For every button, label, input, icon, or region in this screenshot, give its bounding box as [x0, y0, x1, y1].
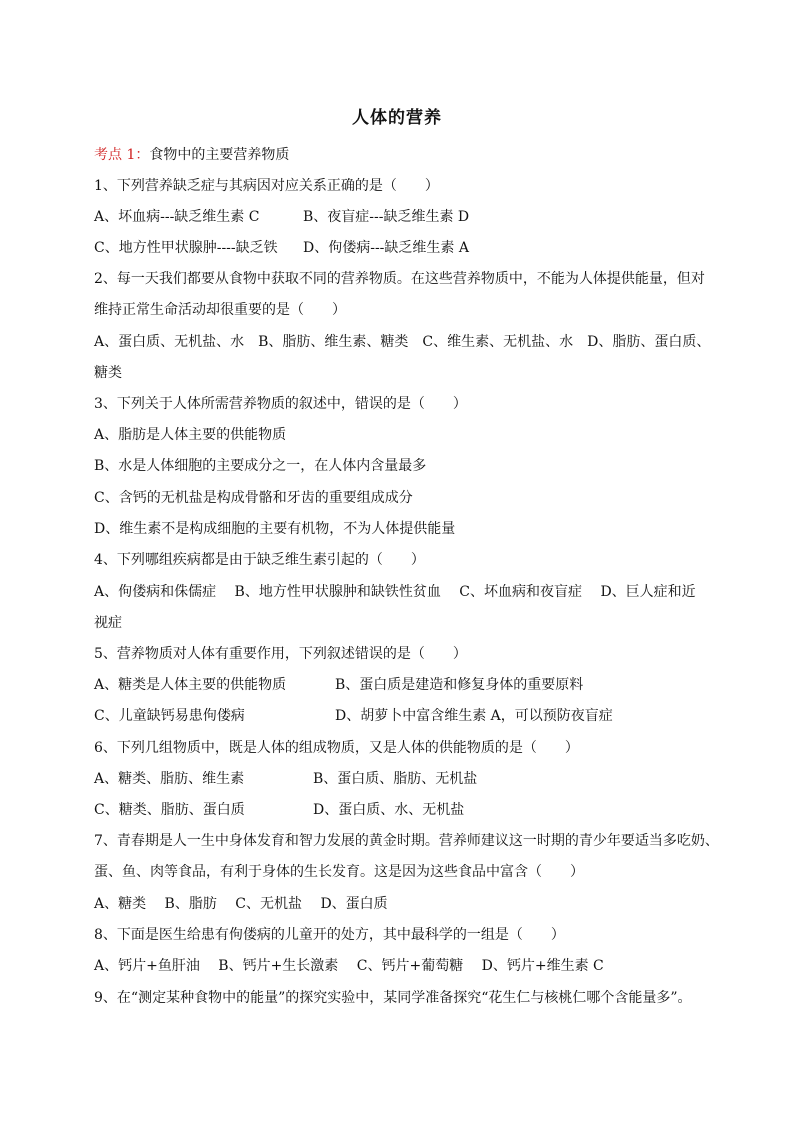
q7-stem-line2: 蛋、鱼、肉等食品，有利于身体的生长发育。这是因为这些食品中富含（ ） [94, 864, 584, 880]
q3-option-a: A、脂肪是人体主要的供能物质 [94, 427, 287, 443]
q2-options-line1: A、蛋白质、无机盐、水 B、脂肪、维生素、糖类 C、维生素、无机盐、水 D、脂肪、蛋白质、 [94, 334, 711, 350]
q8-options: A、钙片+鱼肝油 B、钙片+生长激素 C、钙片+葡萄糖 D、钙片+维生素 C [94, 958, 604, 974]
q2-options-line2: 糖类 [94, 365, 122, 381]
q7-stem-line1: 7、青春期是人一生中身体发育和智力发展的黄金时期。营养师建议这一时期的青少年要适当多吃奶、 [94, 833, 719, 849]
q4-stem: 4、下列哪组疾病都是由于缺乏维生素引起的（ ） [94, 552, 425, 568]
q5-stem: 5、营养物质对人体有重要作用，下列叙述错误的是（ ） [94, 646, 467, 662]
kaodian-text: 食物中的主要营养物质 [149, 147, 290, 163]
q5-option-b: B、蛋白质是建造和修复身体的重要原料 [335, 677, 584, 693]
q6-option-b: B、蛋白质、脂肪、无机盐 [313, 771, 478, 787]
q1-stem: 1、下列营养缺乏症与其病因对应关系正确的是（ ） [94, 178, 439, 194]
kaodian-label: 考点 1： [94, 147, 150, 163]
q5-option-a: A、糖类是人体主要的供能物质 [94, 677, 287, 693]
q7-options: A、糖类 B、脂肪 C、无机盐 D、蛋白质 [94, 896, 388, 912]
q5-option-d: D、胡萝卜中富含维生素 A，可以预防夜盲症 [335, 708, 613, 724]
q6-stem: 6、下列几组物质中，既是人体的组成物质，又是人体的供能物质的是（ ） [94, 740, 579, 756]
kaodian-heading [94, 144, 289, 164]
q1-option-b: B、夜盲症---缺乏维生素 D [303, 209, 470, 225]
q5-option-c: C、儿童缺钙易患佝偻病 [94, 708, 245, 724]
q1-option-d: D、佝偻病---缺乏维生素 A [303, 240, 469, 256]
q3-option-b: B、水是人体细胞的主要成分之一，在人体内含量最多 [94, 458, 427, 474]
q9-stem: 9、在“测定某种食物中的能量”的探究实验中，某同学准备探究“花生仁与核桃仁哪个含能量多”。 [94, 990, 692, 1006]
q3-option-c: C、含钙的无机盐是构成骨骼和牙齿的重要组成成分 [94, 490, 413, 506]
q4-options-line2: 视症 [94, 615, 122, 631]
q6-option-a: A、糖类、脂肪、维生素 [94, 771, 245, 787]
page-title: 人体的营养 [352, 108, 442, 128]
q2-stem-line2: 维持正常生命活动却很重要的是（ ） [94, 302, 346, 318]
q6-option-c: C、糖类、脂肪、蛋白质 [94, 802, 245, 818]
q1-option-a: A、坏血病---缺乏维生素 C [94, 209, 260, 225]
q8-stem: 8、下面是医生给患有佝偻病的儿童开的处方，其中最科学的一组是（ ） [94, 927, 565, 943]
q4-options-line1: A、佝偻病和侏儒症 B、地方性甲状腺肿和缺铁性贫血 C、坏血病和夜盲症 D、巨人症和近 [94, 584, 696, 600]
q2-stem-line1: 2、每一天我们都要从食物中获取不同的营养物质。在这些营养物质中，不能为人体提供能量，但对 [94, 271, 705, 287]
q6-option-d: D、蛋白质、水、无机盐 [313, 802, 465, 818]
q1-option-c: C、地方性甲状腺肿----缺乏铁 [94, 240, 278, 256]
q3-option-d: D、维生素不是构成细胞的主要有机物，不为人体提供能量 [94, 521, 456, 537]
q3-stem: 3、下列关于人体所需营养物质的叙述中，错误的是（ ） [94, 396, 467, 412]
